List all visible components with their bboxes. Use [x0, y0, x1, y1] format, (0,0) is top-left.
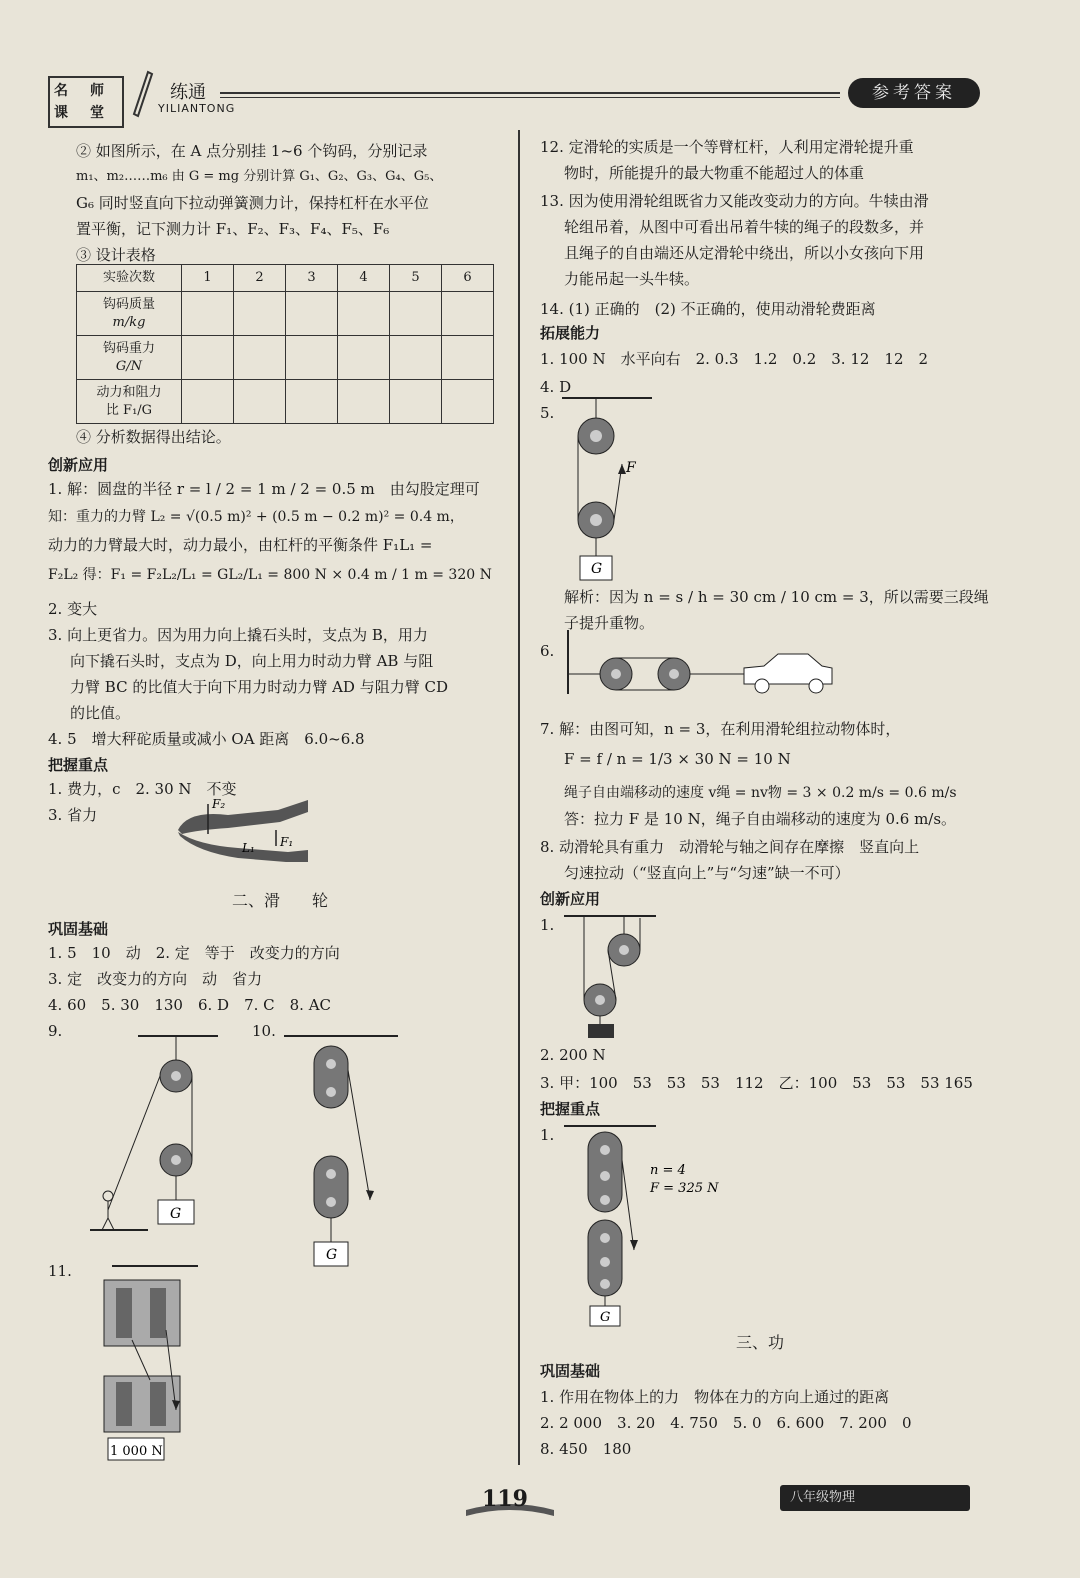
logo [48, 76, 124, 128]
text-line: 力能吊起一头牛犊。 [564, 270, 700, 288]
text-line: 1. 解：圆盘的半径 r = l / 2 = 1 m / 2 = 0.5 m 由勾股定理可 [48, 480, 480, 498]
text-line: 6. [540, 642, 555, 660]
text-line: 1. 100 N 水平向右 2. 0.3 1.2 0.2 3. 12 12 2 [540, 350, 929, 368]
pulley-figure-9 [88, 1030, 238, 1240]
text-line: 4. 60 5. 30 130 6. D 7. C 8. AC [48, 996, 332, 1014]
text-line: 4. D [540, 378, 572, 396]
weight-label: G [326, 1247, 338, 1263]
text-line: 7. 解：由图可知，n = 3，在利用滑轮组拉动物体时， [540, 720, 901, 738]
cell-text: 钩码重力 [102, 340, 155, 356]
chapter-title: 三、功 [736, 1333, 785, 1352]
text-line: 绳子自由端移动的速度 v绳 = nv物 = 3 × 0.2 m/s = 0.6 m/s [564, 785, 957, 801]
text-line: 14. (1) 正确的 (2) 不正确的，使用动滑轮费距离 [540, 300, 876, 318]
logo-char: 名 [54, 83, 68, 99]
section-heading: 拓展能力 [540, 324, 601, 342]
weight-label: G [600, 1310, 611, 1325]
svg-text:L₁: L₁ [242, 841, 255, 855]
left-column [48, 130, 508, 1480]
text-line: 且绳子的自由端还从定滑轮中绕出，所以小女孩向下用 [564, 244, 925, 262]
text-line: 知：重力的力臂 L₂ = √(0.5 m)² + (0.5 m − 0.2 m)² = 0.4 m， [48, 509, 464, 525]
header-rule [220, 97, 840, 98]
header-rule [220, 92, 840, 94]
weight-label: 1 000 N [110, 1444, 163, 1459]
text-line: 12. 定滑轮的实质是一个等臂杠杆，人利用定滑轮提升重 [540, 138, 914, 156]
annotation: n = 4 [650, 1163, 686, 1178]
table-cell [77, 380, 182, 424]
text-line: 置平衡，记下测力计 F₁、F₂、F₃、F₄、F₅、F₆ [76, 220, 390, 238]
table-header: 3 [286, 265, 338, 292]
pulley-figure-11 [88, 1260, 218, 1465]
text-line: ③ 设计表格 [76, 246, 156, 264]
pulley-figure-k1 [560, 1120, 760, 1330]
text-line: 1. 作用在物体上的力 物体在力的方向上通过的距离 [540, 1388, 890, 1406]
section-heading: 把握重点 [48, 756, 109, 774]
text-line: 匀速拉动（“竖直向上”与“匀速”缺一不可） [564, 864, 850, 882]
annotation: F = 325 N [650, 1181, 719, 1196]
text-line: 13. 因为使用滑轮组既省力又能改变动力的方向。牛犊由滑 [540, 192, 929, 210]
text-line: 2. 200 N [540, 1046, 606, 1064]
text-line: ④ 分析数据得出结论。 [76, 428, 231, 446]
section-heading: 创新应用 [540, 890, 601, 908]
text-line: 动力的力臂最大时，动力最小，由杠杆的平衡条件 F₁L₁ = [48, 536, 433, 554]
svg-text:F₁: F₁ [280, 835, 294, 849]
pliers-figure [168, 790, 368, 870]
page-number: 119 [482, 1486, 528, 1512]
right-column [540, 130, 1040, 1480]
text-line: ② 如图所示，在 A 点分别挂 1~6 个钩码，分别记录 [76, 142, 428, 160]
text-line: 力臂 BC 的比值大于向下用力时动力臂 AD 与阻力臂 CD [70, 678, 448, 696]
pen-icon [126, 70, 156, 120]
text-line: 3. 向上更省力。因为用力向上撬石头时，支点为 B，用力 [48, 626, 428, 644]
text-line: 3. 甲：100 53 53 53 112 乙：100 53 53 53 165 [540, 1074, 973, 1092]
text-line: F = f / n = 1/3 × 30 N = 10 N [564, 750, 791, 768]
table-header-row [77, 265, 494, 292]
text-line: 1. 费力，c 2. 30 N 不变 [48, 780, 237, 798]
weight-label: G [170, 1206, 182, 1222]
text-line: 3. 定 改变力的方向 动 省力 [48, 970, 263, 988]
text-line: 子提升重物。 [564, 614, 655, 632]
table-header: 2 [234, 265, 286, 292]
answer-badge: 参考答案 [848, 78, 980, 108]
table-row [77, 380, 494, 424]
brand-title: 练通 [170, 82, 206, 103]
car-pulley-figure [564, 628, 844, 708]
text-line: 10. [252, 1022, 276, 1040]
footer-tag: 八年级物理 [780, 1485, 970, 1511]
pulley-figure-10 [278, 1030, 408, 1280]
section-heading: 把握重点 [540, 1100, 601, 1118]
cell-text: 比 F₁/G [105, 402, 153, 418]
experiment-table [76, 264, 494, 424]
cell-text: G/N [115, 358, 143, 374]
text-line: 2. 2 000 3. 20 4. 750 5. 0 6. 600 7. 200 0 [540, 1414, 912, 1432]
text-line: 解析：因为 n = s / h = 30 cm / 10 cm = 3，所以需要三段绳 [564, 588, 989, 606]
svg-text:F₂: F₂ [212, 797, 226, 811]
text-line: 物时，所能提升的最大物重不能超过人的体重 [564, 164, 865, 182]
header [40, 70, 1040, 130]
text-line: 9. [48, 1022, 63, 1040]
force-label: F [626, 460, 636, 476]
column-divider [518, 130, 520, 1465]
text-line: 轮组吊着，从图中可看出吊着牛犊的绳子的段数多，并 [564, 218, 925, 236]
cell-text: 钩码质量 [102, 296, 155, 312]
chapter-title: 二、滑 轮 [232, 891, 329, 910]
text-line: 1. [540, 1126, 555, 1144]
text-line: 5. [540, 404, 555, 422]
text-line: 3. 省力 [48, 806, 98, 824]
logo-char: 师 [90, 83, 104, 99]
cell-text: m/kg [112, 314, 146, 330]
text-line: 8. 动滑轮具有重力 动滑轮与轴之间存在摩擦 竖直向上 [540, 838, 920, 856]
text-line: 11. [48, 1262, 72, 1280]
table-header: 4 [338, 265, 390, 292]
text-line: 答：拉力 F 是 10 N，绳子自由端移动的速度为 0.6 m/s。 [564, 810, 957, 828]
weight-label: G [591, 561, 603, 577]
cell-text: 动力和阻力 [96, 384, 162, 400]
section-heading: 巩固基础 [540, 1362, 601, 1380]
section-heading: 创新应用 [48, 456, 109, 474]
table-header: 实验次数 [77, 265, 182, 292]
section-heading: 巩固基础 [48, 920, 109, 938]
pulley-figure-i1 [560, 910, 660, 1040]
text-line: 1. [540, 916, 555, 934]
logo-char: 课 [54, 105, 68, 121]
pulley-figure-e5 [560, 392, 660, 588]
text-line: 向下撬石头时，支点为 D，向上用力时动力臂 AB 与阻 [70, 652, 434, 670]
brand-subtitle: YILIANTONG [158, 102, 236, 115]
text-line: 1. 5 10 动 2. 定 等于 改变力的方向 [48, 944, 340, 962]
text-line: F₂L₂ 得：F₁ = F₂L₂/L₁ = GL₂/L₁ = 800 N × 0.4 m / 1 m = 320 N [48, 567, 492, 583]
table-header: 5 [390, 265, 442, 292]
table-header: 6 [442, 265, 494, 292]
table-row [77, 292, 494, 336]
text-line: G₆ 同时竖直向下拉动弹簧测力计，保持杠杆在水平位 [76, 194, 429, 212]
table-cell [77, 292, 182, 336]
text-line: 8. 450 180 [540, 1440, 632, 1458]
table-row [77, 336, 494, 380]
table-header: 1 [182, 265, 234, 292]
text-line: 2. 变大 [48, 600, 98, 618]
text-line: 的比值。 [70, 704, 131, 722]
table-cell [77, 336, 182, 380]
text-line: m₁、m₂……m₆ 由 G = mg 分别计算 G₁、G₂、G₃、G₄、G₅、 [76, 169, 443, 184]
text-line: 4. 5 增大秤砣质量或减小 OA 距离 6.0~6.8 [48, 730, 365, 748]
logo-char: 堂 [90, 105, 104, 121]
